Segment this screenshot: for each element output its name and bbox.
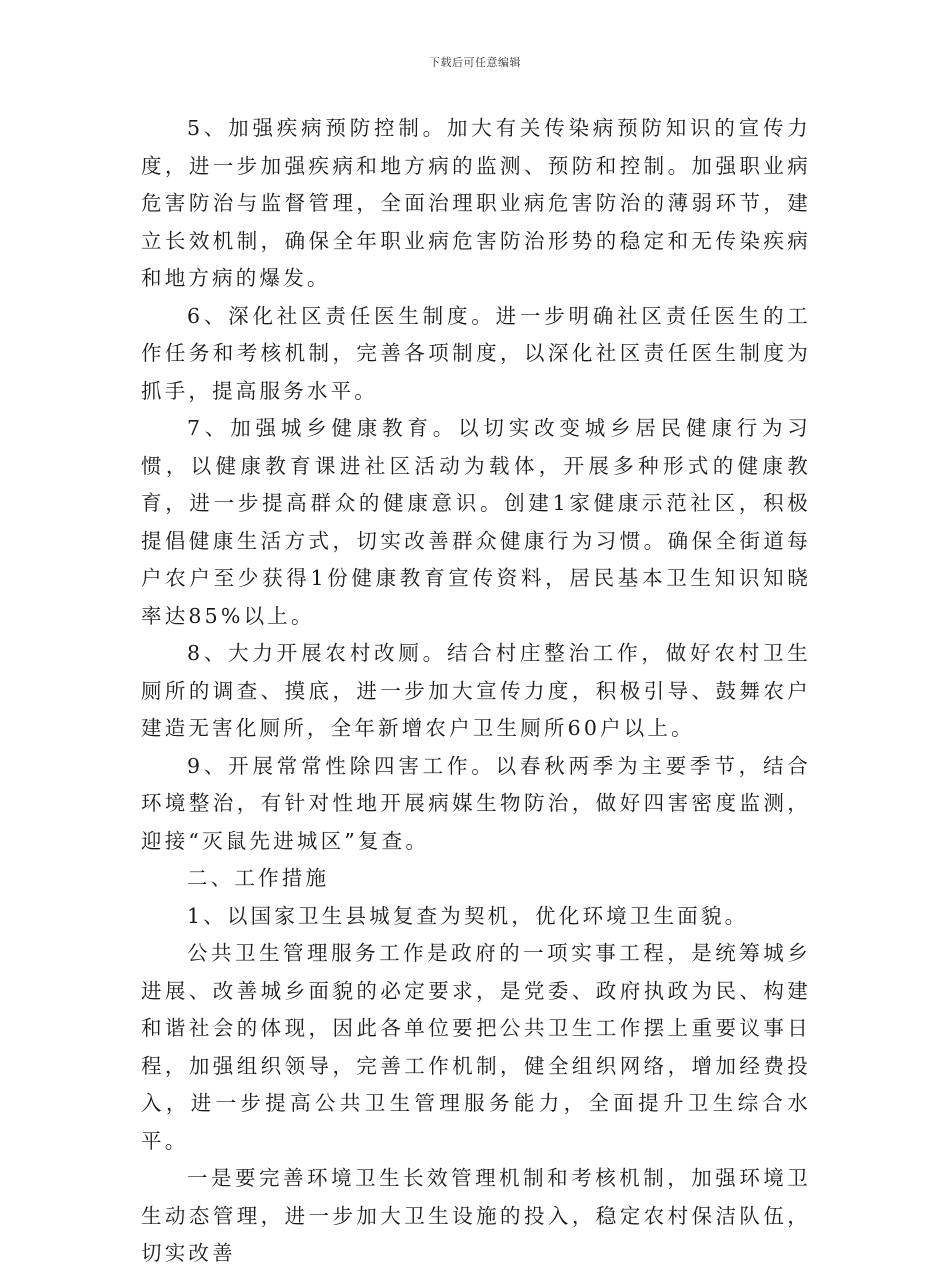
page-header: 下载后可任意编辑: [429, 56, 521, 69]
paragraph-community-doctor: 6、深化社区责任医生制度。进一步明确社区责任医生的工作任务和考核机制，完善各项制度，以深化社区责任医生制度为抓手，提高服务水平。: [141, 303, 811, 403]
paragraph-disease-prevention: 5、加强疾病预防控制。加大有关传染病预防知识的宣传力度，进一步加强疾病和地方病的监测、预防和控制。加强职业病危害防治与监督管理，全面治理职业病危害防治的薄弱环节，建立长效机制，确保全年职业病危害防治形势的稳定和无传染疾病和地方病的爆发。: [141, 116, 811, 290]
section-heading-work-measures: 二、工作措施: [187, 866, 330, 890]
paragraph-health-education: 7、加强城乡健康教育。以切实改变城乡居民健康行为习惯，以健康教育课进社区活动为载体，开展多种形式的健康教育，进一步提高群众的健康意识。创建1家健康示范社区，积极提倡健康生活方式，切实改善群众健康行为习惯。确保全街道每户农户至少获得1份健康教育宣传资料，居民基本卫生知识知晓率达85%以上。: [141, 416, 811, 628]
document-body: [141, 110, 811, 1273]
paragraph-pest-control: 9、开展常常性除四害工作。以春秋两季为主要季节，结合环境整治，有针对性地开展病媒生物防治，做好四害密度监测，迎接“灭鼠先进城区”复查。: [141, 753, 811, 853]
paragraph-public-health-service: 公共卫生管理服务工作是政府的一项实事工程，是统筹城乡进展、改善城乡面貌的必定要求，是党委、政府执政为民、构建和谐社会的体现，因此各单位要把公共卫生工作摆上重要议事日程，加强组织领导，完善工作机制，健全组织网络，增加经费投入，进一步提高公共卫生管理服务能力，全面提升卫生综合水平。: [141, 941, 811, 1153]
paragraph-environment-management: 一是要完善环境卫生长效管理机制和考核机制，加强环境卫生动态管理，进一步加大卫生设施的投入，稳定农村保洁队伍，切实改善: [141, 1166, 811, 1265]
subheading-county-review: 1、以国家卫生县城复查为契机，优化环境卫生面貌。: [187, 903, 749, 928]
paragraph-toilet-reform: 8、大力开展农村改厕。结合村庄整治工作，做好农村卫生厕所的调查、摸底，进一步加大宣传力度，积极引导、鼓舞农户建造无害化厕所，全年新增农户卫生厕所60户以上。: [141, 641, 811, 740]
